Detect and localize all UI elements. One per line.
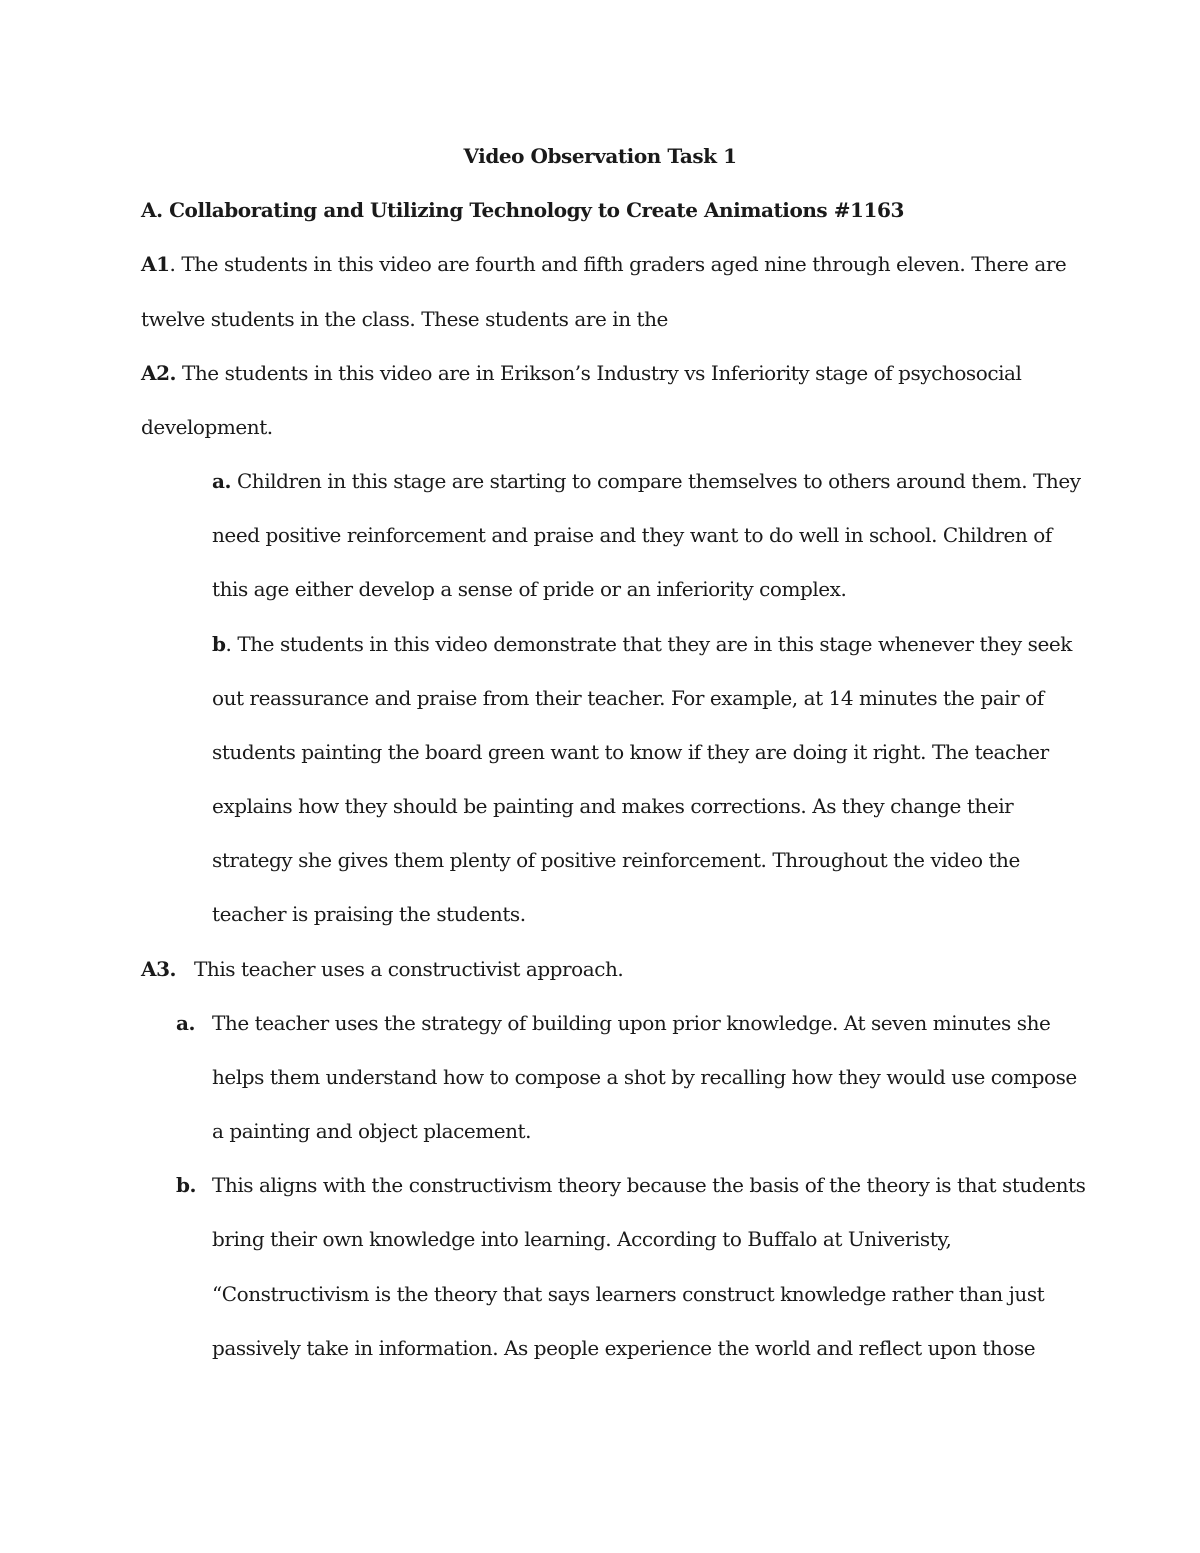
a2-item-a-text: Children in this stage are starting to compare themselves to others around them. They <box>231 469 1081 493</box>
a3-item-b-marker: b. <box>176 1173 197 1197</box>
a2-item-b-line-2: out reassurance and praise from their teacher. For example, at 14 minutes the pair of <box>212 686 1044 710</box>
a3-item-a-line-1: The teacher uses the strategy of building upon prior knowledge. At seven minutes she <box>212 1011 1051 1035</box>
a2-label: A2. <box>141 361 177 385</box>
a2-item-b-line-5: strategy she gives them plenty of positive reinforcement. Throughout the video the <box>212 848 1020 872</box>
a3-item-b-line-2: bring their own knowledge into learning. According to Buffalo at Univeristy, <box>212 1227 952 1251</box>
a2-item-b-line-1 <box>212 632 1072 656</box>
a2-item-a-line-2: need positive reinforcement and praise and they want to do well in school. Children of <box>212 523 1052 547</box>
a2-paragraph-line-1 <box>141 361 1021 385</box>
a1-paragraph-line-2: twelve students in the class. These students are in the <box>141 307 668 331</box>
a3-item-b-line-1: This aligns with the constructivism theory because the basis of the theory is that students <box>212 1173 1086 1197</box>
document-title: Video Observation Task 1 <box>463 144 737 168</box>
a1-text: . The students in this video are fourth and fifth graders aged nine through eleven. There are <box>169 252 1067 276</box>
a2-item-b-line-4: explains how they should be painting and makes corrections. As they change their <box>212 794 1014 818</box>
a2-item-b-line-6: teacher is praising the students. <box>212 902 526 926</box>
a3-text: This teacher uses a constructivist approach. <box>194 957 624 981</box>
a1-label: A1 <box>141 252 170 276</box>
a2-item-b-marker: b <box>212 632 226 656</box>
a2-item-a-line-1 <box>212 469 1081 493</box>
a2-item-b-line-3: students painting the board green want to know if they are doing it right. The teacher <box>212 740 1049 764</box>
a3-item-a-line-3: a painting and object placement. <box>212 1119 532 1143</box>
a3-item-b-line-3: “Constructivism is the theory that says learners construct knowledge rather than just <box>212 1282 1045 1306</box>
a2-item-b-text: . The students in this video demonstrate that they are in this stage whenever they seek <box>225 632 1072 656</box>
a2-paragraph-line-2: development. <box>141 415 273 439</box>
a2-item-a-marker: a. <box>212 469 232 493</box>
a3-label: A3. <box>141 957 177 981</box>
a3-item-a-marker: a. <box>176 1011 196 1035</box>
a2-text: The students in this video are in Erikson’s Industry vs Inferiority stage of psychosocial <box>176 361 1022 385</box>
a1-paragraph-line-1 <box>141 252 1066 276</box>
a3-item-a-line-2: helps them understand how to compose a shot by recalling how they would use compose <box>212 1065 1077 1089</box>
a2-item-a-line-3: this age either develop a sense of pride or an inferiority complex. <box>212 577 847 601</box>
a3-item-b-line-4: passively take in information. As people experience the world and reflect upon those <box>212 1336 1036 1360</box>
section-a-heading: A. Collaborating and Utilizing Technology to Create Animations #1163 <box>141 198 904 222</box>
